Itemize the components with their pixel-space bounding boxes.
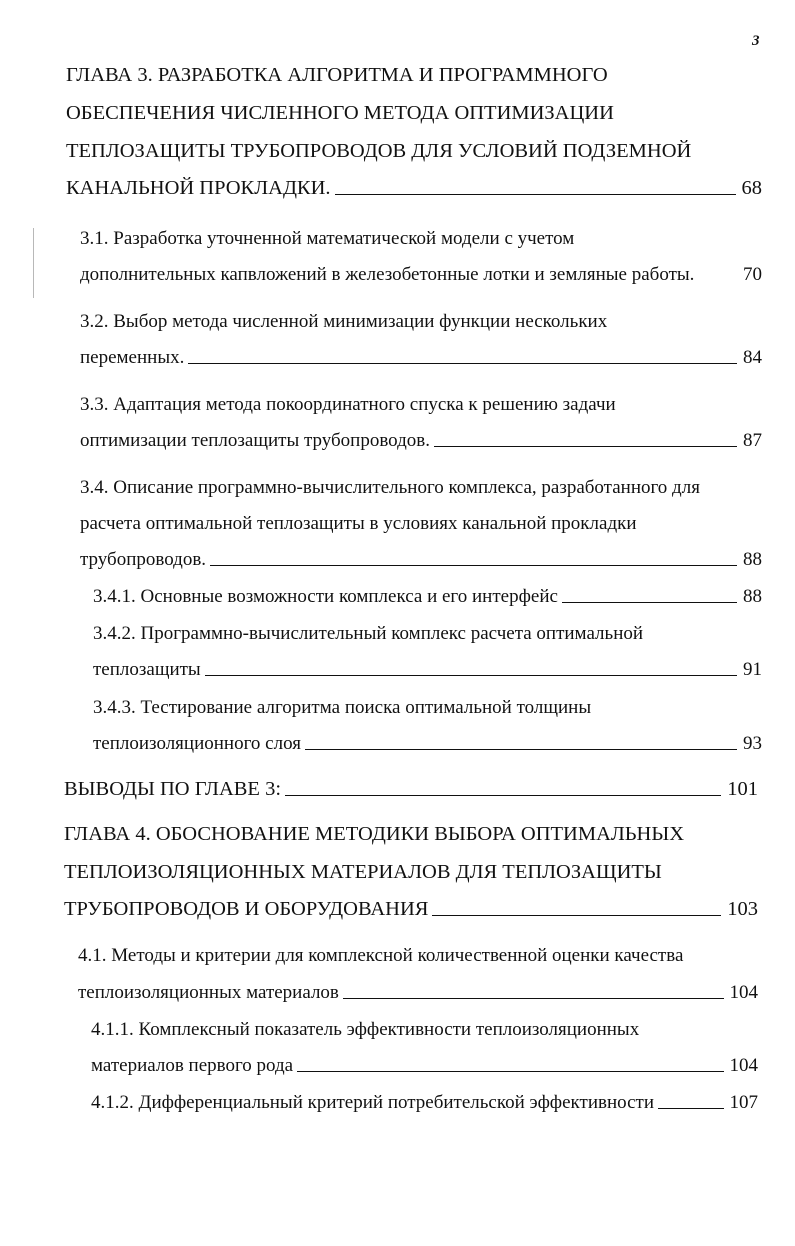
dot-leader — [434, 446, 737, 447]
toc-entry-title-line-3: трубопроводов. — [80, 549, 207, 570]
toc-chapter-3-title-line-2: ОБЕСПЕЧЕНИЯ ЧИСЛЕННОГО МЕТОДА ОПТИМИЗАЦИИ — [66, 102, 614, 124]
toc-entry-title-line-1: 3.4.2. Программно-вычислительный комплекс расчета оптимальной — [93, 623, 644, 644]
toc-entry-title-line-1: 3.2. Выбор метода численной минимизации функции нескольких — [80, 311, 608, 332]
toc-page-number: 101 — [727, 778, 758, 800]
toc-entry-title-line-2: теплоизоляционных материалов — [78, 982, 339, 1003]
toc-chapter-3-title-line-3: ТЕПЛОЗАЩИТЫ ТРУБОПРОВОДОВ ДЛЯ УСЛОВИЙ ПОДЗЕМНОЙ — [66, 140, 692, 162]
dot-leader — [562, 602, 737, 603]
toc-entry-title-line-1: 4.1. Методы и критерии для комплексной количественной оценки качества — [78, 945, 684, 966]
toc-entry-title-line-1: 3.4.3. Тестирование алгоритма поиска оптимальной толщины — [93, 697, 592, 718]
dot-leader — [658, 1108, 723, 1109]
scan-mark-left — [33, 228, 34, 298]
toc-entry-title-line-1: 4.1.1. Комплексный показатель эффективности теплоизоляционных — [91, 1019, 640, 1040]
toc-page-number: 107 — [729, 1092, 758, 1113]
toc-page-number: 84 — [743, 347, 762, 368]
toc-entry-title-line-2: расчета оптимальной теплозащиты в условиях канальной прокладки — [80, 513, 637, 534]
toc-page-number: 103 — [727, 898, 758, 920]
dot-leader — [305, 749, 737, 750]
dot-leader — [343, 998, 724, 999]
toc-page-number: 70 — [743, 264, 762, 285]
toc-chapter-4-title-line-1: ГЛАВА 4. ОБОСНОВАНИЕ МЕТОДИКИ ВЫБОРА ОПТИМАЛЬНЫХ — [64, 823, 685, 845]
toc-page-number: 93 — [743, 733, 762, 754]
toc-entry-title-line-2: переменных. — [80, 347, 185, 368]
toc-entry-title-line-2: материалов первого рода — [91, 1055, 294, 1076]
toc-entry-title-line-2: оптимизации теплозащиты трубопроводов. — [80, 430, 431, 451]
toc-entry-title-line-1: 3.1. Разработка уточненной математической модели с учетом — [80, 228, 575, 249]
toc-chapter-4-title-line-3: ТРУБОПРОВОДОВ И ОБОРУДОВАНИЯ — [64, 898, 429, 920]
toc-entry-title-line-1: ВЫВОДЫ ПО ГЛАВЕ 3: — [64, 778, 282, 800]
page-number: 3 — [752, 33, 760, 49]
dot-leader — [205, 675, 737, 676]
dot-leader — [285, 795, 721, 796]
dot-leader — [297, 1071, 723, 1072]
toc-entry-title-line-1: 3.4. Описание программно-вычислительного комплекса, разработанного для — [80, 477, 700, 498]
toc-entry-title-line-2: дополнительных капвложений в железобетонные лотки и земляные работы. — [80, 264, 695, 285]
toc-entry-title-line-2: теплоизоляционного слоя — [93, 733, 301, 754]
toc-page-number: 68 — [741, 177, 762, 199]
toc-chapter-3-title-line-4: КАНАЛЬНОЙ ПРОКЛАДКИ. — [66, 177, 331, 199]
toc-entry-title-line-1: 3.3. Адаптация метода покоординатного спуска к решению задачи — [80, 394, 616, 415]
toc-chapter-3-title-line-1: ГЛАВА 3. РАЗРАБОТКА АЛГОРИТМА И ПРОГРАММНОГО — [66, 64, 608, 86]
toc-entry-title-line-2: теплозащиты — [93, 659, 201, 680]
toc-entry-title-line-1: 4.1.2. Дифференциальный критерий потребительской эффективности — [91, 1092, 655, 1113]
toc-chapter-4-title-line-2: ТЕПЛОИЗОЛЯЦИОННЫХ МАТЕРИАЛОВ ДЛЯ ТЕПЛОЗАЩИТЫ — [64, 861, 662, 883]
dot-leader — [335, 194, 736, 195]
toc-page-number: 104 — [729, 982, 758, 1003]
toc-page-number: 91 — [743, 659, 762, 680]
toc-entry-title-line-1: 3.4.1. Основные возможности комплекса и его интерфейс — [93, 586, 558, 607]
toc-page-number: 88 — [743, 586, 762, 607]
dot-leader — [210, 565, 737, 566]
toc-page-number: 87 — [743, 430, 762, 451]
dot-leader — [188, 363, 737, 364]
toc-page-number: 104 — [729, 1055, 758, 1076]
dot-leader — [432, 915, 721, 916]
toc-page-number: 88 — [743, 549, 762, 570]
